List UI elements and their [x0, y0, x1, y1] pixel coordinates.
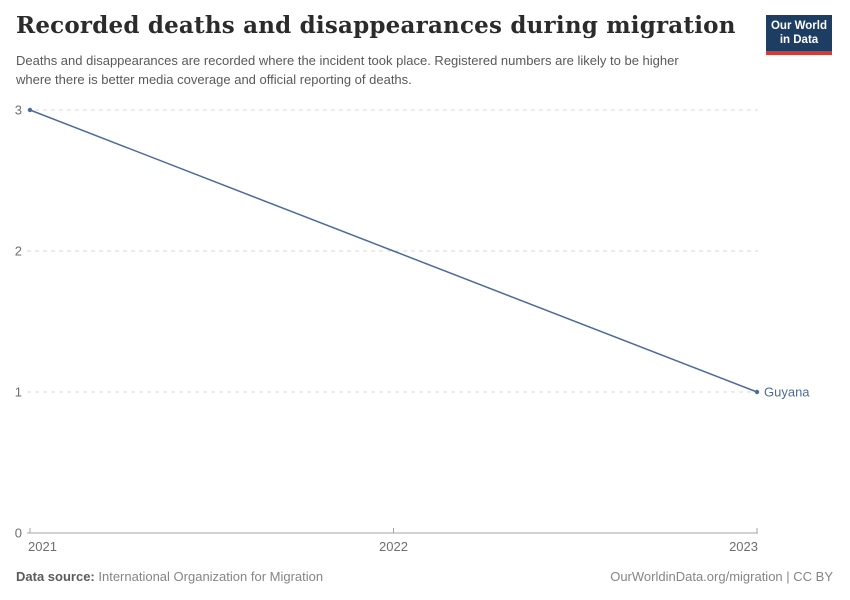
y-axis-tick-label: 3	[14, 102, 22, 118]
data-point[interactable]	[755, 390, 759, 394]
page-title: Recorded deaths and disappearances during migration	[16, 12, 736, 39]
y-axis-tick-label: 2	[14, 243, 22, 259]
y-axis-tick-label: 1	[14, 384, 22, 400]
data-source-label: Data source:	[16, 569, 95, 584]
owid-logo-line2: in Data	[779, 34, 819, 46]
x-axis-tick-label: 2023	[729, 539, 758, 554]
owid-logo-line1: Our World	[770, 20, 827, 32]
data-source	[16, 569, 323, 584]
credit-link[interactable]: OurWorldinData.org/migration | CC BY	[610, 569, 833, 584]
chart-footer	[16, 569, 833, 584]
y-axis-tick-label: 0	[14, 525, 22, 541]
data-source-value: International Organization for Migration	[98, 569, 324, 584]
chart-subtitle: Deaths and disappearances are recorded where the incident took place. Registered numbers are likely to be higher where there is better media coverage and official reporting of deaths.	[16, 53, 679, 87]
data-point[interactable]	[28, 108, 32, 112]
series-label[interactable]: Guyana	[764, 384, 810, 400]
x-axis-tick-label: 2022	[379, 539, 408, 554]
x-axis-tick-label: 2021	[28, 539, 57, 554]
